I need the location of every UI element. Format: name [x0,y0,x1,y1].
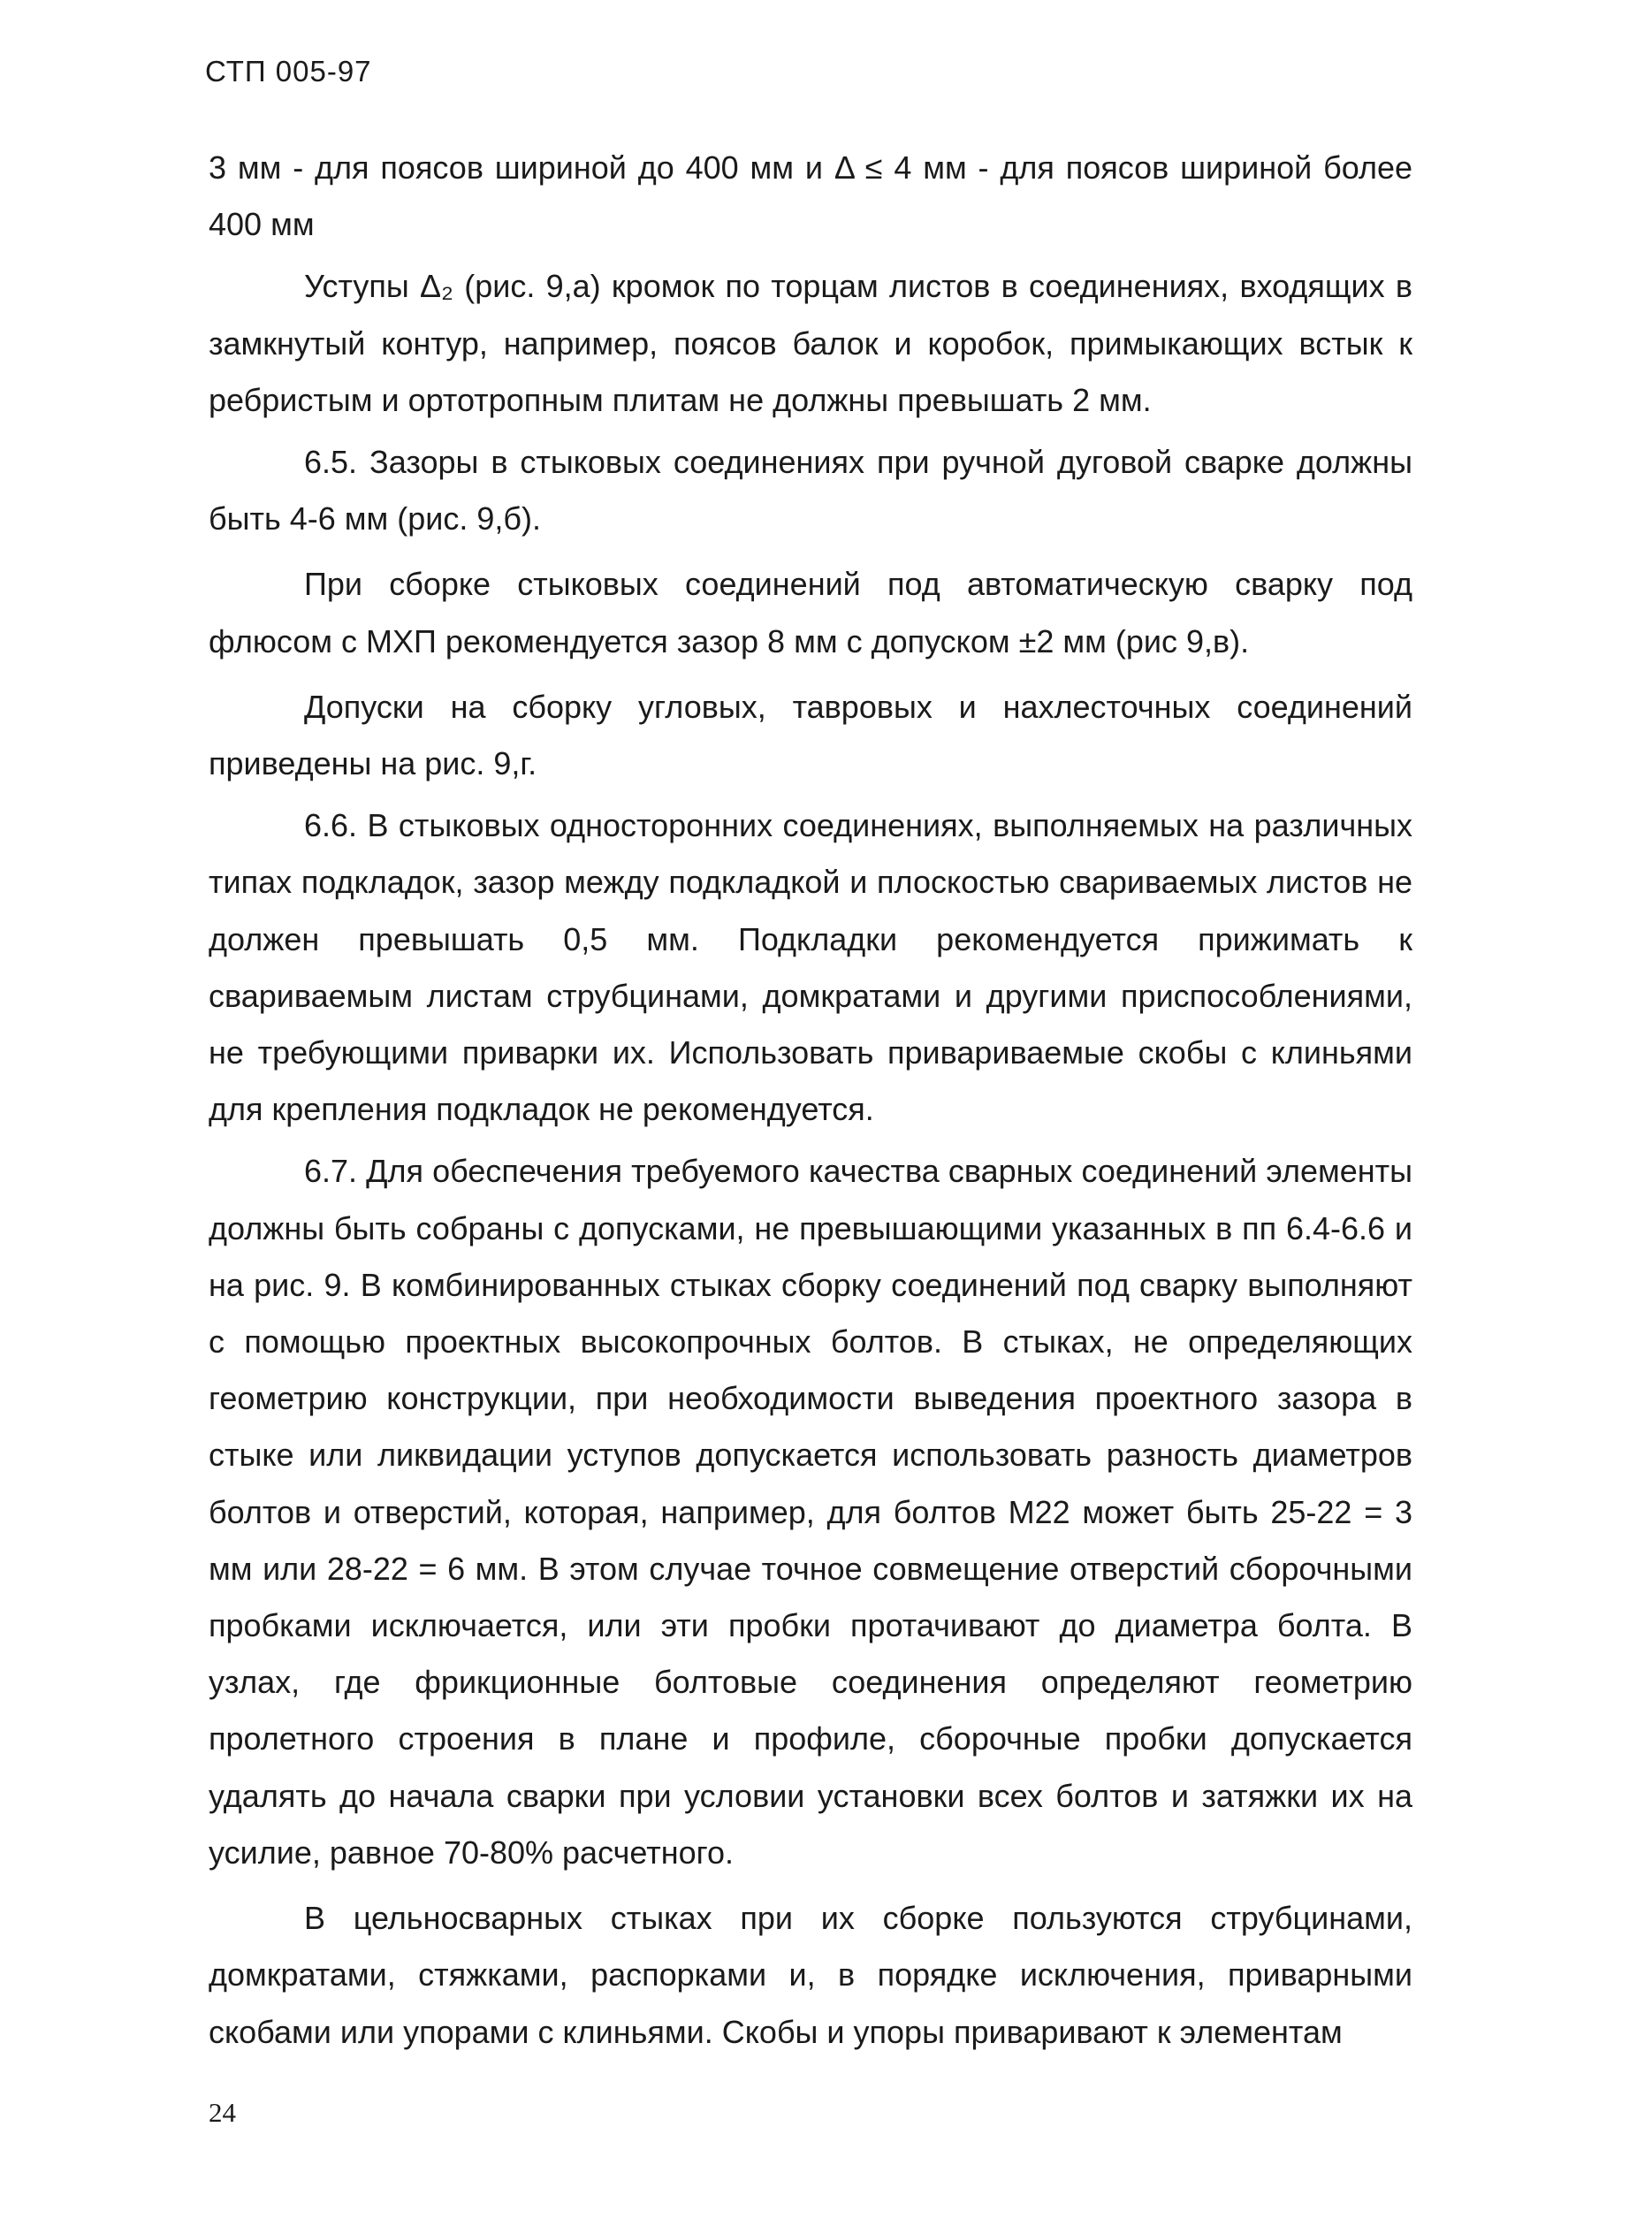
paragraph-6-5: 6.5. Зазоры в стыковых соединениях при ручной дуговой сварке должны быть 4-6 мм (рис. 9,б). [209,444,1412,537]
paragraph-tolerances: Допуски на сборку угловых, тавровых и нахлесточных соединений приведены на рис. 9,г. [209,688,1412,782]
paragraph-ledges: Уступы Δ₂ (рис. 9,а) кромок по торцам листов в соединениях, входящих в замкнутый контур, например, поясов балок и коробок, примыкающих встык к ребристым и ортотропным плитам не должны превышать 2 мм. [209,268,1412,418]
document-body [209,140,1412,2062]
paragraph-6-6: 6.6. В стыковых односторонних соединениях, выполняемых на различных типах подкладок, зазор между подкладкой и плоскостью свариваемых листов не должен превышать 0,5 мм. Подкладки рекомендуется прижимать к свариваемым листам струбцинами, домкратами и другими приспособлениями, не требующими приварки их. Использовать привариваемые скобы с клиньями для крепления подкладок не рекомендуется. [209,807,1412,1128]
document-code-header: СТП 005-97 [205,55,372,88]
page-number: 24 [209,2097,236,2128]
paragraph-all-welded-joints: В цельносварных стыках при их сборке пользуются струбцинами, домкратами, стяжками, распорками и, в порядке исключения, приварными скобами или упорами с клиньями. Скобы и упоры приваривают к элементам [209,1900,1412,2050]
paragraph-continuation: 3 мм - для поясов шириной до 400 мм и Δ ≤ 4 мм - для поясов шириной более 400 мм [209,149,1412,243]
paragraph-automatic-welding: При сборке стыковых соединений под автоматическую сварку под флюсом с МХП рекомендуется зазор 8 мм с допуском ±2 мм (рис 9,в). [209,566,1412,659]
paragraph-6-7: 6.7. Для обеспечения требуемого качества сварных соединений элементы должны быть собраны с допусками, не превышающими указанных в пп 6.4-6.6 и на рис. 9. В комбинированных стыках сборку соединений под сварку выполняют с помощью проектных высокопрочных болтов. В стыках, не определяющих геометрию конструкции, при необходимости выведения проектного зазора в стыке или ликвидации уступов допускается использовать разность диаметров болтов и отверстий, которая, например, для болтов М22 может быть 25-22 = 3 мм или 28-22 = 6 мм. В этом случае точное совмещение отверстий сборочными пробками исключается, или эти пробки протачивают до диаметра болта. В узлах, где фрикционные болтовые соединения определяют геометрию пролетного строения в плане и профиле, сборочные пробки допускается удалять до начала сварки при условии установки всех болтов и затяжки их на усилие, равное 70-80% расчетного. [209,1153,1412,1871]
